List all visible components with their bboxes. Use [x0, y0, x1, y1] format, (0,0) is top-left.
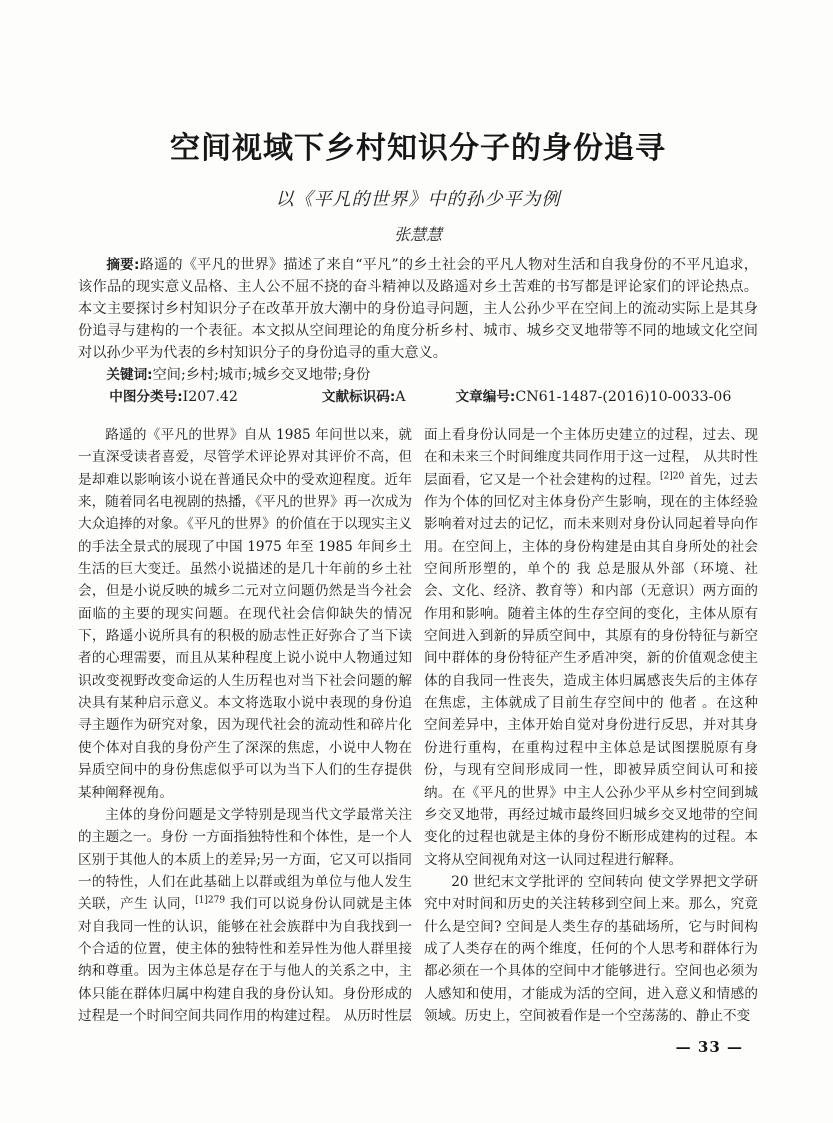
- paragraph-3: 20 世纪末文学批评的 空间转向 使文学界把文学研究中对时间和历史的关注转移到空间上来。那么，究竟什么是空间? 空间是人类生存的基础场所，它与时间构成了人类存在的两个维度，任何的个人思考和群体行为都必须在一个具体的空间中才能够进行。空间也必须为人感知和使用，才能成为活的空间，进入意义和情感的领域。历史上，空间被看作是一个空荡荡的、静止不变: [424, 873, 758, 1024]
- citation-ref-1: [1]279: [195, 895, 226, 906]
- clc-label: 中图分类号:: [109, 389, 183, 406]
- doc-code-value: A: [395, 389, 406, 406]
- abstract-text: 路遥的《平凡的世界》描述了来自“平凡”的乡土社会的平凡人物对生活和自我身份的不平凡追求，该作品的现实意义品格、主人公不屈不挠的奋斗精神以及路遥对乡土苦难的书写都是评论家们的评论热点。本文主要探讨乡村知识分子在改革开放大潮中的身份追寻问题，主人公孙少平在空间上的流动实际上是其身份追寻与建构的一个表征。本文拟从空间理论的角度分析乡村、城市、城乡交叉地带等不同的地域文化空间对以孙少平为代表的乡村知识分子的身份追寻的重大意义。: [78, 257, 758, 362]
- article-id-group: [456, 389, 732, 405]
- meta-block: [78, 254, 758, 408]
- article-body: [78, 424, 758, 1028]
- paragraph-2-text-a: 主体的身份问题是文学特别是现当代文学最常关注的主题之一。身份 一方面指独特性和个体性，是一个人区别于其他人的本质上的差异;另一方面，它又可以指同一的特性，人们在此基础上以群或组为单位与他人发生关联，产生 认同，: [78, 806, 412, 913]
- author-name: 张慧慧: [393, 225, 442, 245]
- keywords-line: [78, 364, 758, 386]
- keywords-text: 空间;乡村;城市;城乡交叉地带;身份: [152, 367, 371, 384]
- page-number: — 33 —: [675, 1038, 743, 1056]
- doc-code-label: 文献标识码:: [321, 389, 396, 406]
- clc-group: [109, 389, 238, 405]
- abstract: [78, 254, 758, 364]
- article-title: 空间视域下乡村知识分子的身份追寻: [170, 131, 666, 166]
- citation-ref-2: [2]20: [660, 471, 685, 482]
- paragraph-2-text-b: 我们可以说身份认同就是主体对自我同一性的认识，能够在社会族群中为自我找到一个合适的位置，使主体的独特性和差异性为他人群里接纳和尊重。因为主体总是存在于与他人的关系之中，主体只能在群体归属中构建自我的身份认知。身份形成的过程是一个时间空间共同作用的构建过程。 从历时性层面上看身份认同是一个主体历史建立的过程，过去、现在和未来三个时间维度共同作用于这一过程， 从共时性层面看，它又是一个社会建构的过程。: [78, 427, 758, 1024]
- classification-line: [78, 386, 758, 408]
- keywords-label: 关键词:: [106, 367, 153, 384]
- article-id-label: 文章编号:: [455, 389, 516, 406]
- doc-code-group: [322, 389, 406, 405]
- clc-value: I207.42: [182, 389, 238, 406]
- abstract-label: 摘要:: [106, 257, 140, 274]
- paragraph-1: 路遥的《平凡的世界》自从 1985 年问世以来，就一直深受读者喜爱，尽管学术评论界对其评价不高，但是却难以影响该小说在普通民众中的受欢迎程度。近年来，随着同名电视剧的热播，《平凡的世界》再一次成为大众追捧的对象。《平凡的世界》的价值在于以现实主义的手法全景式的展现了中国 1975 年至 1985 年间乡土生活的巨大变迁。虽然小说描述的是几十年前的乡土社会，但是小说反映的城乡二元对立问题仍然是当今社会面临的主要的现实问题。在现代社会信仰缺失的情况下，路遥小说所具有的积极的励志性正好弥合了当下读者的心理需要，而且从某种程度上说小说中人物通过知识改变视野改变命运的人生历程也对当下社会问题的解决具有某种启示意义。本文将选取小说中表现的身份追寻主题作为研究对象，因为现代社会的流动性和碎片化使个体对自我的身份产生了深深的焦虑，小说中人物在异质空间中的身份焦虑似乎可以为当下人们的生存提供某种阐释视角。: [78, 427, 412, 801]
- article-content: [78, 0, 758, 1024]
- article-id-value: CN61-1487-(2016)10-0033-06: [515, 389, 732, 406]
- article-subtitle: 以《平凡的世界》中的孙少平为例: [275, 189, 561, 210]
- paragraph-2-text-c: 首先，过去作为个体的回忆对主体身份产生影响，现在的主体经验影响着对过去的记忆，而未来则对身份认同起着导向作用。在空间上，主体的身份构建是由其自身所处的社会空间所形塑的，单个的 我 总是服从外部（环境、社会、文化、经济、教育等）和内部（无意识）两方面的作用和影响。随着主体的生存空间的变化，主体从原有空间进入到新的异质空间中，其原有的身份特征与新空间中群体的身份特征产生矛盾冲突，新的价值观念使主体的自我同一性丧失，造成主体归属感丧失后的主体存在焦虑，主体就成了目前生存空间中的 他者 。在这种空间差异中，主体开始自觉对身份进行反思，并对其身份进行重构，在重构过程中主体总是试图摆脱原有身份，与现有空间形成同一性，即被异质空间认可和接纳。在《平凡的世界》中主人公孙少平从乡村空间到城乡交叉地带，再经过城市最终回归城乡交叉地带的空间变化的过程也就是主体的身份不断形成建构的过程。本文将从空间视角对这一认同过程进行解释。: [424, 471, 758, 868]
